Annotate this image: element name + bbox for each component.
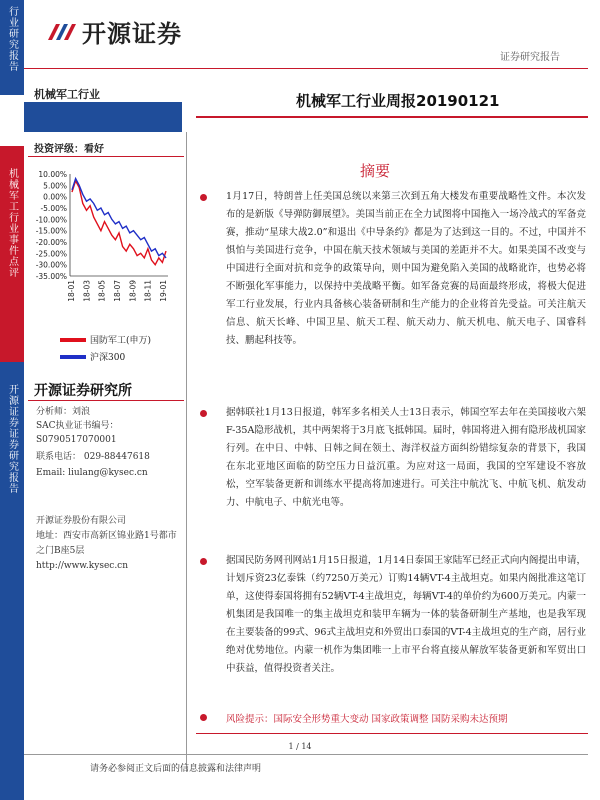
logo-mark-icon (46, 20, 76, 44)
column-divider (186, 132, 187, 772)
y-tick-label: -5.00% (40, 204, 67, 213)
investment-rating: 投资评级：看好 (34, 144, 104, 155)
legend-item-hs300 (60, 350, 125, 363)
x-tick-label: 19-01 (159, 280, 168, 302)
sac-label: SAC执业证书编号： (36, 421, 119, 431)
rating-divider (28, 156, 184, 157)
abstract-paragraph-1: 1月17日，特朗普上任美国总统以来第三次到五角大楼发布重要战略性文件。本次发布的是新版《导弹防御展望》。美国当前正在全力试图将中国拖入一场冷战式的军备竞赛，推动“星球大战2.0”和退出《中导条约》都是为了达到这一目的。不过，中国并不惧怕与美国进行竞争，中国在航天技术领域与美国的差距并不大。如果美国不改变与中国进行全面对抗和竞争的政策导向，则中国为避免陷入美国的战略讹诈，也势必将不断强化军事能力，以保持中美战略平衡。如军备竞赛的局面最终形成，将极大促进军工行业发展，行业内具备核心装备研制和生产能力的企业将首先受益。可关注航天信息、航天长峰、中国卫星、航天工程、航天动力、航天机电、航天电子、国睿科技、鹏起科技等。 (226, 191, 586, 346)
contact-email[interactable]: Email: liulang@kysec.cn (36, 468, 148, 478)
report-title: 机械军工行业周报20190121 (296, 92, 500, 110)
y-tick-label: -10.00% (35, 215, 67, 225)
x-tick-label: 18-11 (143, 280, 153, 302)
sac-number: S0790517070001 (36, 435, 117, 445)
legend-label-defense: 国防军工(申万) (90, 336, 152, 346)
abstract-paragraph-3: 据国民防务网刊网站1月15日报道，1月14日泰国王家陆军已经正式向内阁提出申请，计划斥资23亿泰铢（约7250万美元）订购14辆VT-4主战坦克。如果内阁批准这笔订单，这使得泰国将拥有52辆VT-4主战坦克，每辆VT-4的单价约为600万美元。内蒙一机集团是我国唯一的集主战坦克和装甲车辆为一体的装备研制生产基地，也是我军现在主要装备的99式、96式主战坦克和外贸出口泰国的VT-4主战坦克的生产商，居行业绝对优势地位。内蒙一机作为集团唯一上市平台将直接从解放军装备更新和军贸出口中获益，值得投资者关注。 (226, 555, 586, 674)
left-color-strip (0, 0, 24, 800)
title-divider (196, 116, 588, 118)
company-website[interactable]: http://www.kysec.cn (36, 561, 129, 571)
company-info (36, 514, 184, 574)
sidebar-header-box (24, 102, 182, 132)
y-tick-label: 10.00% (38, 170, 67, 179)
x-tick-label: 18-09 (128, 280, 138, 302)
legend-label-hs300: 沪深300 (90, 353, 126, 363)
strip-bottom-segment (0, 362, 24, 800)
analyst-name: 分析师：刘浪 (36, 407, 91, 417)
abstract-title: 摘要 (360, 162, 391, 180)
strip-top-segment (0, 0, 24, 95)
legend-swatch-defense (60, 338, 86, 342)
strip-middle-label: 机械军工行业事件点评 (6, 168, 18, 278)
disclaimer-text: 请务必参阅正文后面的信息披露和法律声明 (90, 764, 262, 774)
abstract-paragraph-2: 据韩联社1月13日报道，韩军多名相关人士13日表示，韩国空军去年在美国接收六架F-35A隐形战机，其中两架将于3月底飞抵韩国。届时，韩国将进入拥有隐形战机国家行列。在中日、中韩、日韩之间在领土、海洋权益方面纠纷错综复杂的背景下，我国在东北亚地区面临的防空压力日益沉重。为应对这一局面，我国的空军建设不容放松，空军装备更新和训练水平提高将加速进行。可关注中航沈飞、中航飞机、航发动力、中航电子、中航光电等。 (226, 407, 586, 508)
header-divider (24, 68, 588, 69)
y-tick-label: 5.00% (43, 181, 67, 191)
contact-phone: 联系电话： 029-88447618 (36, 452, 150, 462)
footer-divider (24, 754, 588, 755)
y-tick-label: -35.00% (35, 272, 67, 281)
y-tick-label: 0.00% (43, 192, 67, 202)
x-tick-label: 18-03 (82, 280, 92, 302)
risk-warning: 风险提示：国际安全形势重大变动 国家政策调整 国防采购未达预期 (226, 714, 508, 725)
y-tick-label: -20.00% (35, 238, 67, 247)
y-tick-label: -25.00% (35, 249, 67, 259)
x-tick-label: 18-07 (113, 280, 122, 302)
institute-name: 开源证券研究所 (34, 383, 132, 399)
industry-label: 机械军工行业 (34, 88, 100, 101)
y-tick-label: -30.00% (35, 260, 67, 270)
bullet-icon (200, 558, 207, 565)
series-line-hs300 (72, 179, 166, 258)
bullet-icon (200, 194, 207, 201)
performance-chart (28, 160, 184, 330)
strip-middle-segment (0, 146, 24, 362)
company-logo (46, 14, 182, 49)
legend-item-defense (60, 333, 151, 346)
x-tick-label: 18-01 (67, 280, 76, 302)
page-number: 1 / 14 (288, 742, 312, 751)
bullet-icon (200, 410, 207, 417)
report-type-label: 证券研究报告 (500, 52, 560, 63)
x-tick-label: 18-05 (97, 280, 107, 302)
y-tick-label: -15.00% (35, 226, 67, 236)
content-bottom-divider (196, 733, 588, 734)
strip-top-label: 行业研究报告 (6, 6, 18, 72)
strip-bottom-label: 开源证券证券研究报告 (6, 384, 18, 494)
logo-text: 开源证券 (82, 20, 182, 48)
company-name: 开源证券股份有限公司 (36, 516, 127, 526)
bullet-icon (200, 714, 207, 721)
company-address: 地址：西安市高新区锦业路1号都市之门B座5层 (36, 531, 177, 556)
institute-divider (28, 400, 184, 401)
legend-swatch-hs300 (60, 355, 86, 359)
